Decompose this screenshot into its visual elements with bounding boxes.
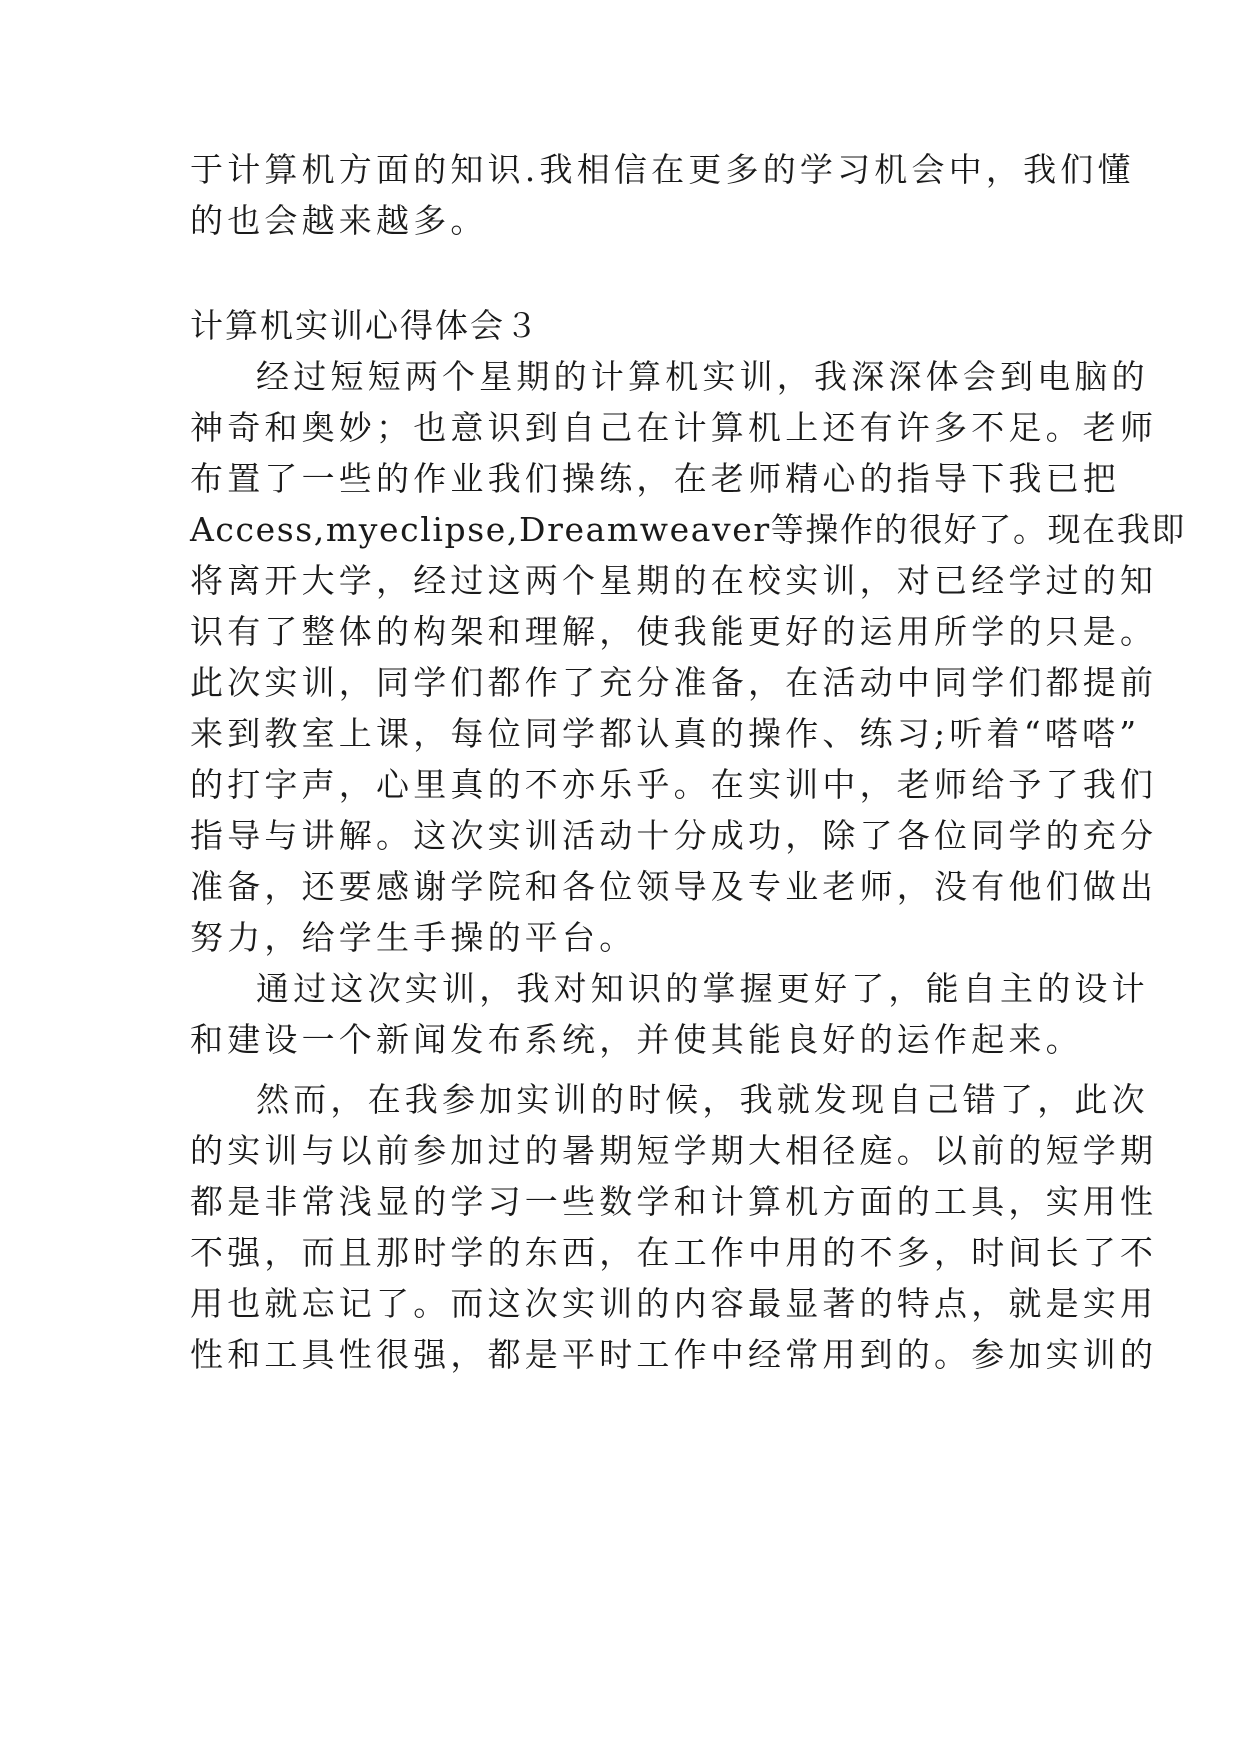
paragraph1-line-6: 识有了整体的构架和理解，使我能更好的运用所学的只是。 [190,612,1158,651]
paragraph1-line-9: 的打字声，心里真的不亦乐乎。在实训中，老师给予了我们 [190,765,1158,804]
section-title: 计算机实训心得体会３ [190,306,540,345]
paragraph1-line-8: 来到教室上课，每位同学都认真的操作、练习;听着“嗒嗒” [190,714,1141,753]
paragraph2-line-2: 和建设一个新闻发布系统，并使其能良好的运作起来。 [190,1020,1083,1059]
paragraph1-line-10: 指导与讲解。这次实训活动十分成功，除了各位同学的充分 [190,816,1158,855]
paragraph3-line-2: 的实训与以前参加过的暑期短学期大相径庭。以前的短学期 [190,1131,1158,1170]
paragraph1-line-4: Access,myeclipse,Dreamweaver等操作的很好了。现在我即 [190,510,1186,549]
paragraph3-line-4: 不强，而且那时学的东西，在工作中用的不多，时间长了不 [190,1233,1158,1272]
paragraph3-line-5: 用也就忘记了。而这次实训的内容最显著的特点，就是实用 [190,1284,1158,1323]
paragraph1-line-12: 努力，给学生手操的平台。 [190,918,637,957]
intro-line-1: 于计算机方面的知识.我相信在更多的学习机会中，我们懂 [190,150,1135,189]
paragraph3-line-1: 然而，在我参加实训的时候，我就发现自己错了，此次 [256,1080,1149,1119]
paragraph1-line-2: 神奇和奥妙；也意识到自己在计算机上还有许多不足。老师 [190,408,1158,447]
paragraph1-line-5: 将离开大学，经过这两个星期的在校实训，对已经学过的知 [190,561,1158,600]
intro-line-2: 的也会越来越多。 [190,201,488,240]
paragraph2-line-1: 通过这次实训，我对知识的掌握更好了，能自主的设计 [256,969,1149,1008]
paragraph1-line-11: 准备，还要感谢学院和各位领导及专业老师，没有他们做出 [190,867,1158,906]
paragraph3-line-6: 性和工具性很强，都是平时工作中经常用到的。参加实训的 [190,1335,1158,1374]
paragraph1-line-3: 布置了一些的作业我们操练，在老师精心的指导下我已把 [190,459,1120,498]
paragraph3-line-3: 都是非常浅显的学习一些数学和计算机方面的工具，实用性 [190,1182,1158,1221]
paragraph1-line-1: 经过短短两个星期的计算机实训，我深深体会到电脑的 [256,357,1149,396]
paragraph1-line-7: 此次实训，同学们都作了充分准备，在活动中同学们都提前 [190,663,1158,702]
